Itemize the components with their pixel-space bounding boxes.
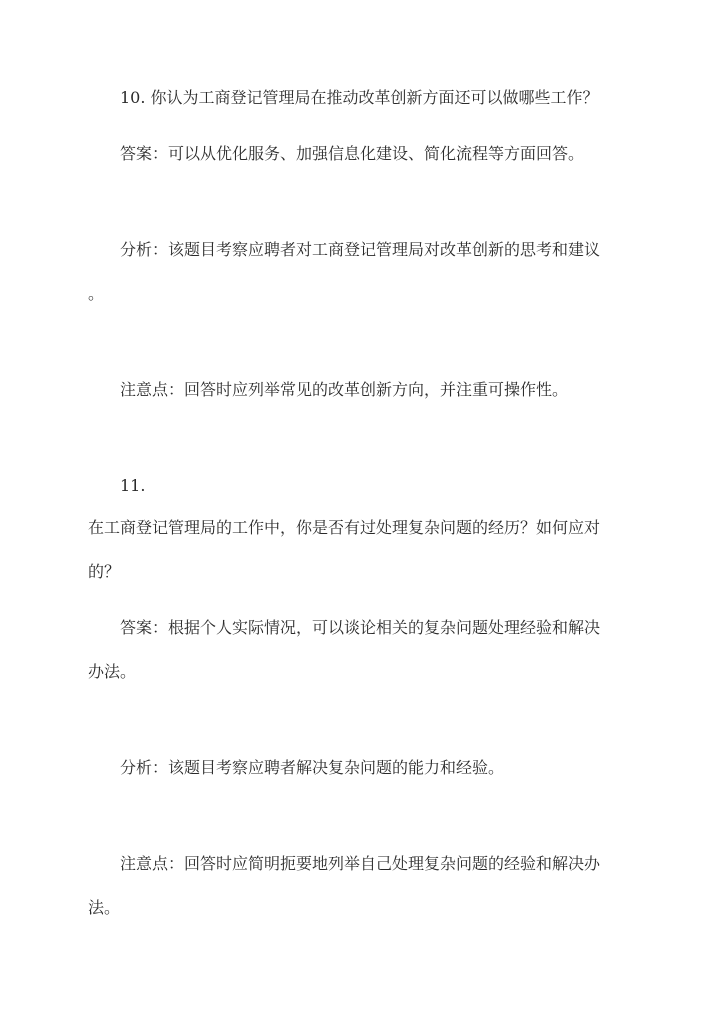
answer-10: 答案：可以从优化服务、加强信息化建设、简化流程等方面回答。 <box>120 144 585 163</box>
answer-11-line2: 办法。 <box>88 662 137 681</box>
question-11-line2: 的？ <box>88 562 121 581</box>
note-10: 注意点：回答时应列举常见的改革创新方向，并注重可操作性。 <box>120 380 569 399</box>
note-11-line1: 注意点：回答时应简明扼要地列举自己处理复杂问题的经验和解决办 <box>120 854 601 873</box>
note-11-line2: 法。 <box>88 898 121 917</box>
question-11-number: 11. <box>120 476 146 495</box>
question-11-line1: 在工商登记管理局的工作中，你是否有过处理复杂问题的经历？如何应对 <box>88 518 601 537</box>
analysis-11: 分析：该题目考察应聘者解决复杂问题的能力和经验。 <box>120 758 505 777</box>
analysis-10-line2: 。 <box>88 284 105 303</box>
question-10: 10. 你认为工商登记管理局在推动改革创新方面还可以做哪些工作？ <box>120 88 599 107</box>
answer-11-line1: 答案：根据个人实际情况，可以谈论相关的复杂问题处理经验和解决 <box>120 618 601 637</box>
analysis-10-line1: 分析：该题目考察应聘者对工商登记管理局对改革创新的思考和建议 <box>120 240 601 259</box>
